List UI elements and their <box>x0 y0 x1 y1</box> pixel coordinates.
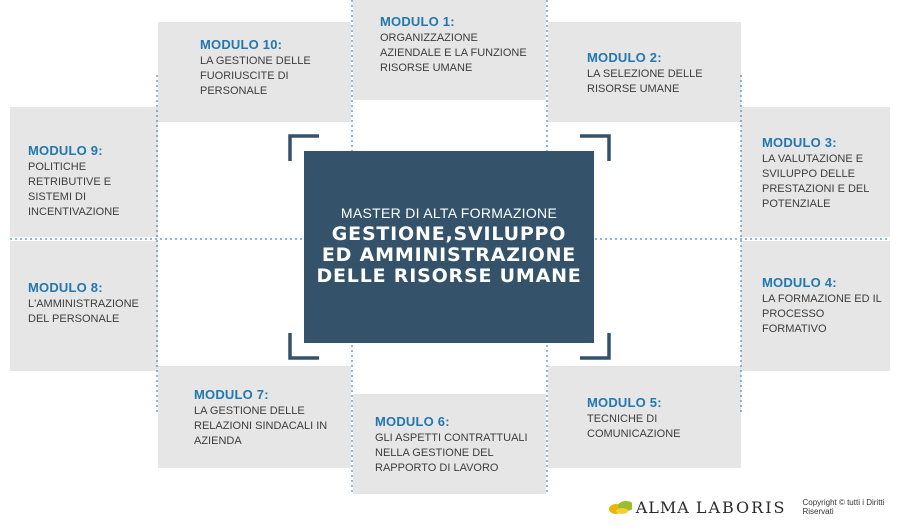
alma-laboris-logo-icon <box>608 498 632 516</box>
master-title-box <box>304 151 594 343</box>
module-5-description: TECNICHE DI COMUNICAZIONE <box>587 413 681 440</box>
module-4-title: MODULO 4: <box>762 275 837 290</box>
master-subtitle: MASTER DI ALTA FORMAZIONE <box>340 205 558 221</box>
module-3-description: LA VALUTAZIONE E SVILUPPO DELLE PRESTAZIONI E DEL POTENZIALE <box>762 153 869 210</box>
module-1 <box>380 14 540 76</box>
logo-word-laboris: LABORIS <box>695 497 787 517</box>
module-10 <box>200 37 340 99</box>
master-title-line-2: ED AMMINISTRAZIONE <box>321 244 577 266</box>
logo-word-alma: ALMA <box>635 497 690 517</box>
module-9-title: MODULO 9: <box>28 143 103 158</box>
module-1-description: ORGANIZZAZIONE AZIENDALE E LA FUNZIONE RISORSE UMANE <box>380 32 527 74</box>
module-4-description: LA FORMAZIONE ED IL PROCESSO FORMATIVO <box>762 293 882 335</box>
module-1-title: MODULO 1: <box>380 14 455 29</box>
module-2-title: MODULO 2: <box>587 50 662 65</box>
module-5-title: MODULO 5: <box>587 395 662 410</box>
module-8 <box>28 280 152 327</box>
module-9-description: POLITICHE RETRIBUTIVE E SISTEMI DI INCENTIVAZIONE <box>28 161 120 218</box>
module-7 <box>194 387 344 449</box>
module-6-description: GLI ASPETTI CONTRATTUALI NELLA GESTIONE DEL RAPPORTO DI LAVORO <box>375 432 528 474</box>
module-8-title: MODULO 8: <box>28 280 103 295</box>
module-6-title: MODULO 6: <box>375 414 450 429</box>
footer <box>608 497 900 517</box>
module-9 <box>28 143 154 220</box>
copyright-text: Copyright © tutti i Diritti Riservati <box>802 498 885 516</box>
module-10-description: LA GESTIONE DELLE FUORIUSCITE DI PERSONALE <box>200 55 311 97</box>
module-8-description: L'AMMINISTRAZIONE DEL PERSONALE <box>28 298 139 325</box>
module-3-title: MODULO 3: <box>762 135 837 150</box>
master-title-line-1: GESTIONE,SVILUPPO <box>331 223 567 245</box>
module-4 <box>762 275 886 337</box>
module-7-description: LA GESTIONE DELLE RELAZIONI SINDACALI IN AZIENDA <box>194 405 328 447</box>
module-10-title: MODULO 10: <box>200 37 283 52</box>
master-title-line-3: DELLE RISORSE UMANE <box>316 265 582 287</box>
module-5 <box>587 395 727 442</box>
module-2-description: LA SELEZIONE DELLE RISORSE UMANE <box>587 68 703 95</box>
module-7-title: MODULO 7: <box>194 387 269 402</box>
module-6 <box>375 414 540 476</box>
master-title <box>304 224 594 287</box>
module-3 <box>762 135 886 212</box>
module-2 <box>587 50 727 97</box>
